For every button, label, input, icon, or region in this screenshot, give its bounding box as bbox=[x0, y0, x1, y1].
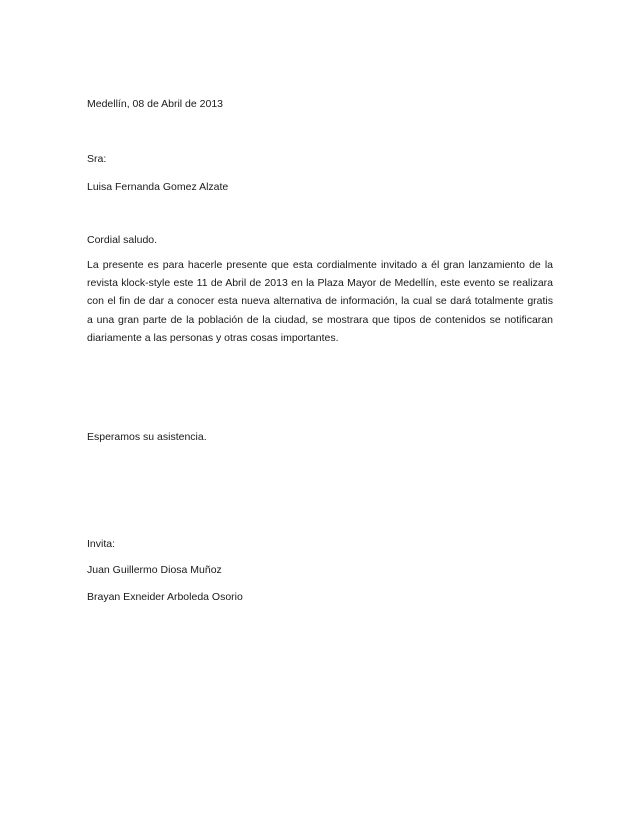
recipient-title: Sra: bbox=[87, 153, 107, 165]
recipient-name: Luisa Fernanda Gomez Alzate bbox=[87, 181, 229, 193]
date-line: Medellín, 08 de Abril de 2013 bbox=[87, 98, 224, 110]
body-line: La presente es para hacerle presente que esta cordialmente invitado a él gran lanzamiento de la bbox=[87, 259, 553, 271]
body-line: con el fin de dar a conocer esta nueva alternativa de información, la cual se dará totalmente gratis bbox=[87, 295, 553, 308]
body-line: a una gran parte de la población de la ciudad, se mostrara que tipos de contenidos se notificaran bbox=[87, 313, 553, 326]
letter-body bbox=[87, 256, 553, 347]
body-line: revista klock-style este 11 de Abril de 2013 en la Plaza Mayor de Medellín, este evento se realizara bbox=[87, 277, 553, 290]
signer-name: Juan Guillermo Diosa Muñoz bbox=[87, 564, 222, 576]
signer-name: Brayan Exneider Arboleda Osorio bbox=[87, 591, 243, 603]
invite-label: Invita: bbox=[87, 538, 116, 550]
body-line: diariamente a las personas y otras cosas importantes. bbox=[87, 331, 339, 344]
closing-line: Esperamos su asistencia. bbox=[87, 431, 207, 443]
greeting: Cordial saludo. bbox=[87, 234, 158, 246]
